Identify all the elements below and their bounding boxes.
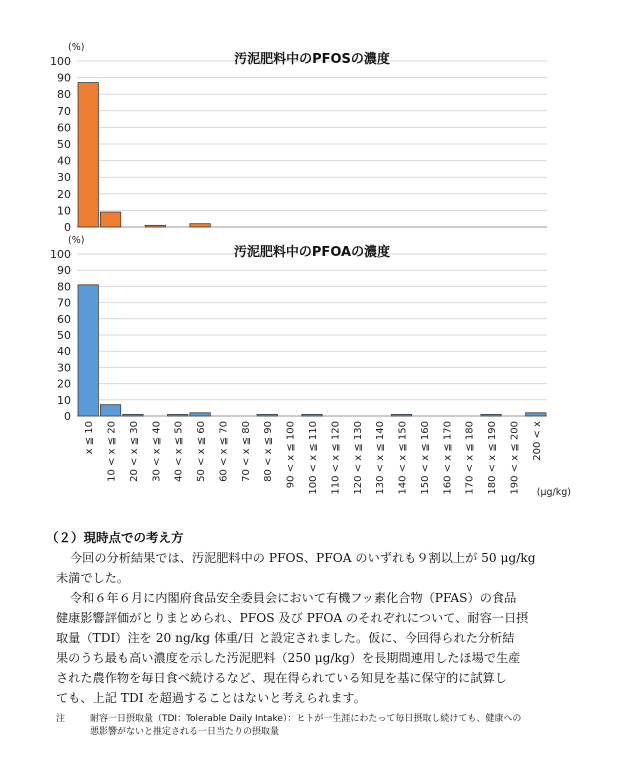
y-tick-label: 90 <box>57 71 71 85</box>
footnote-label: 注 <box>56 714 66 724</box>
y-tick-label: 50 <box>57 138 71 151</box>
bar <box>78 83 98 227</box>
x-tick-label: 150 < x ≦ 160 <box>419 421 431 495</box>
y-tick-label: 0 <box>64 221 71 234</box>
y-tick-label: 80 <box>57 280 71 294</box>
chart-title: 汚泥肥料中のPFOAの濃度 <box>233 245 391 260</box>
y-axis-label: (%) <box>68 235 85 246</box>
y-tick-label: 20 <box>57 377 71 391</box>
bar <box>145 225 165 227</box>
x-tick-label: 190 < x ≦ 200 <box>509 421 521 495</box>
y-tick-label: 90 <box>57 264 71 278</box>
paragraph-line: された農作物を毎日食べ続けるなど、現在得られている知見を基に保守的に試算し <box>56 671 507 685</box>
paragraph-analysis-result <box>56 548 586 588</box>
chart-title: 汚泥肥料中のPFOSの濃度 <box>234 52 390 67</box>
y-axis-label: (%) <box>68 42 85 53</box>
paragraph-line: 未満でした。 <box>56 571 130 585</box>
bar <box>123 414 143 416</box>
x-tick-label: 120 < x ≦ 130 <box>352 421 364 495</box>
y-tick-label: 30 <box>57 361 71 375</box>
footnote-line: 悪影響がないと推定される一日当たりの摂取量 <box>90 727 280 737</box>
x-tick-label: 30 < x ≦ 40 <box>151 421 163 482</box>
x-tick-label: 110 < x ≦ 120 <box>330 421 342 495</box>
pfos-chart <box>50 42 547 234</box>
x-tick-label: 80 < x ≦ 90 <box>263 421 275 482</box>
x-tick-label: 170 < x ≦ 180 <box>464 420 476 495</box>
y-tick-label: 40 <box>57 345 71 359</box>
y-tick-label: 100 <box>50 55 71 68</box>
y-tick-label: 80 <box>57 88 71 102</box>
y-tick-label: 10 <box>57 204 71 218</box>
x-tick-label: 140 < x ≦ 150 <box>397 421 409 495</box>
paragraph-line: 今回の分析結果では、汚泥肥料中の PFOS、PFOA のいずれも９割以上が 50 μg/kg <box>70 551 536 565</box>
bar <box>526 413 546 416</box>
x-tick-label: x ≦ 10 <box>84 421 96 455</box>
footnote-line: 耐容一日摂取量（TDI：Tolerable Daily Intake）：ヒトが一生涯にわたって毎日摂取し続けても、健康への <box>90 714 522 724</box>
x-axis-unit-label: (μg/kg) <box>536 487 571 498</box>
x-tick-label: 90 < x ≦ 100 <box>285 421 297 489</box>
paragraph-line: 取量（TDI）注を 20 ng/kg 体重/日 と設定されました。仮に、今回得られた分析結 <box>56 631 515 645</box>
bar <box>168 414 188 416</box>
paragraph-line: 果のうち最も高い濃度を示した汚泥肥料（250 μg/kg）を長期間連用したほ場で生産 <box>56 651 521 665</box>
y-tick-label: 70 <box>57 296 71 310</box>
y-tick-label: 100 <box>50 248 71 261</box>
y-tick-label: 50 <box>57 329 71 342</box>
x-tick-label: 20 < x ≦ 30 <box>128 421 140 482</box>
paragraph-line: 健康影響評価がとりまとめられ、PFOS 及び PFOA のそれぞれについて、耐容一日摂 <box>56 611 529 625</box>
bar <box>257 414 277 416</box>
x-tick-label: 160 < x ≦ 170 <box>442 421 454 495</box>
x-tick-label: 10 < x ≦ 20 <box>106 421 118 482</box>
section-title: （２）現時点での考え方 <box>46 530 184 545</box>
paragraph-line: 令和６年６月に内閣府食品安全委員会において有機フッ素化合物（PFAS）の食品 <box>70 591 517 605</box>
bar <box>190 224 210 227</box>
bar <box>481 414 501 416</box>
y-tick-label: 30 <box>57 171 71 185</box>
bar <box>391 414 411 416</box>
x-tick-label: 200 < x <box>531 421 543 461</box>
paragraph-tdi-assessment <box>56 588 586 708</box>
x-tick-label: 50 < x ≦ 60 <box>196 421 208 482</box>
bar <box>100 405 120 416</box>
bar <box>78 285 98 416</box>
x-tick-label: 60 < x ≦ 70 <box>218 421 230 482</box>
bar <box>190 413 210 416</box>
y-tick-label: 0 <box>64 410 71 423</box>
bar <box>100 212 120 227</box>
paragraph-line: ても、上記 TDI を超過することはないと考えられます。 <box>56 691 366 705</box>
y-tick-label: 10 <box>57 393 71 407</box>
y-tick-label: 20 <box>57 187 71 201</box>
x-tick-label: 180 < x ≦ 190 <box>487 421 499 495</box>
pfoa-chart <box>50 235 547 423</box>
bar <box>302 414 322 416</box>
shared-x-axis <box>84 421 571 498</box>
x-tick-label: 130 < x ≦ 140 <box>375 421 387 495</box>
y-tick-label: 70 <box>57 104 71 118</box>
x-tick-label: 40 < x ≦ 50 <box>173 421 185 482</box>
x-tick-label: 100 < x ≦ 110 <box>308 421 319 495</box>
x-tick-label: 70 < x ≦ 80 <box>240 421 252 482</box>
y-tick-label: 60 <box>57 121 71 135</box>
y-tick-label: 60 <box>57 312 71 326</box>
y-tick-label: 40 <box>57 154 71 168</box>
